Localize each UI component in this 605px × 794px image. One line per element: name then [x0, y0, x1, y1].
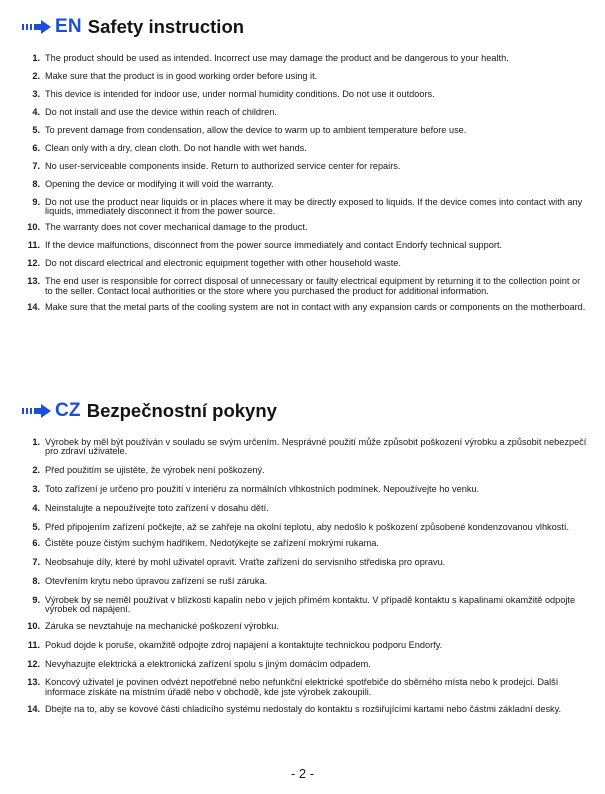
- item-text: To prevent damage from condensation, allow the device to warm up to ambient temperature before use.: [45, 125, 467, 135]
- item-number: 5.: [32, 125, 40, 135]
- list-item: [22, 198, 587, 217]
- section-heading-en: [22, 14, 587, 40]
- list-item: [22, 577, 587, 586]
- list-item: [22, 660, 587, 669]
- item-number: 5.: [32, 521, 40, 532]
- list-item: [22, 438, 587, 457]
- item-number: 13.: [27, 677, 40, 688]
- list-item: [22, 144, 587, 153]
- list-item: [22, 259, 587, 268]
- item-text: Make sure that the product is in good working order before using it.: [45, 71, 318, 81]
- item-number: 14.: [27, 301, 40, 312]
- item-text: Nevyhazujte elektrická a elektronická zařízení spolu s jiným domácím odpadem.: [45, 658, 371, 669]
- item-text: Výrobek by se neměl používat v blízkosti kapalin nebo v jejich přímém kontaktu. V případě kontaktu s kapalinami okamžitě odpojte výrobek od napájení.: [45, 594, 576, 615]
- item-number: 2.: [32, 71, 40, 81]
- item-text: No user-serviceable components inside. Return to authorized service center for repairs.: [45, 161, 401, 171]
- arrow-right-icon: [22, 20, 52, 34]
- list-item: [22, 180, 587, 189]
- list-item: [22, 241, 587, 250]
- list-item: [22, 72, 587, 81]
- item-text: Otevřením krytu nebo úpravou zařízení se ruší záruka.: [45, 575, 268, 586]
- item-number: 7.: [32, 161, 40, 171]
- list-item: [22, 678, 587, 697]
- item-text: If the device malfunctions, disconnect from the power source immediately and contact Endorfy technical support.: [45, 240, 503, 251]
- item-number: 9.: [32, 594, 40, 605]
- list-item: [22, 126, 587, 135]
- list-item: [22, 504, 587, 513]
- item-text: Do not use the product near liquids or in places where it may be directly exposed to liquids. If the device comes into contact with any liquids, immediately disconnect it from the power source.: [45, 197, 583, 217]
- list-item: [22, 596, 587, 615]
- item-text: Neinstalujte a nepoužívejte toto zařízení v dosahu dětí.: [45, 502, 269, 513]
- item-text: Výrobek by měl být používán v souladu se svým určením. Nesprávné použití může způsobit poškození výrobku a způsobit nebezpečí pro zdraví uživatele.: [45, 437, 587, 457]
- language-code-cz: CZ: [55, 400, 81, 421]
- item-number: 12.: [27, 258, 40, 269]
- section-cz: [22, 398, 587, 721]
- item-text: Clean only with a dry, clean cloth. Do not handle with wet hands.: [45, 143, 307, 153]
- item-number: 2.: [32, 465, 40, 476]
- item-number: 11.: [27, 639, 40, 650]
- item-text: Záruka se nevztahuje na mechanické poškození výrobku.: [45, 620, 279, 631]
- item-number: 10.: [27, 222, 40, 233]
- item-number: 13.: [27, 276, 40, 287]
- list-item: [22, 466, 587, 475]
- list-item: [22, 54, 587, 63]
- instruction-list-cz: [22, 438, 587, 714]
- item-text: Do not install and use the device within reach of children.: [45, 107, 277, 117]
- item-number: 6.: [32, 538, 40, 549]
- item-text: The end user is responsible for correct disposal of unnecessary or faulty electrical equipment by returning it to the collection point or to the seller. Contact local authorities or the store where you purchased the product for additional information.: [45, 276, 581, 296]
- section-heading-cz: [22, 398, 587, 424]
- item-text: This device is intended for indoor use, under normal humidity conditions. Do not use it outdoors.: [45, 89, 435, 99]
- section-en: [22, 14, 587, 319]
- item-number: 8.: [32, 179, 40, 189]
- item-number: 7.: [32, 557, 40, 568]
- item-text: Opening the device or modifying it will void the warranty.: [45, 179, 274, 189]
- item-number: 4.: [32, 107, 40, 117]
- language-code-en: EN: [55, 16, 82, 37]
- item-text: The product should be used as intended. Incorrect use may damage the product and be dangerous to your health.: [45, 53, 509, 63]
- item-text: Do not discard electrical and electronic equipment together with other household waste.: [45, 258, 401, 269]
- item-number: 1.: [32, 437, 40, 447]
- item-number: 3.: [32, 89, 40, 99]
- item-number: 14.: [27, 703, 40, 714]
- item-text: Před použitím se ujistěte, že výrobek není poškozený.: [45, 465, 265, 476]
- item-text: The warranty does not cover mechanical damage to the product.: [45, 222, 308, 233]
- item-text: Pokud dojde k poruše, okamžitě odpojte zdroj napájení a kontaktujte technickou podporu Endorfy.: [45, 639, 443, 650]
- item-number: 8.: [32, 575, 40, 586]
- list-item: [22, 523, 587, 532]
- item-text: Čistěte pouze čistým suchým hadříkem. Nedotýkejte se zařízení mokrými rukama.: [45, 538, 379, 549]
- item-number: 9.: [32, 197, 40, 207]
- item-text: Dbejte na to, aby se kovové části chladicího systému nedostaly do kontaktu s rozšiřujícími kartami nebo částmi základní desky.: [45, 703, 562, 714]
- list-item: [22, 485, 587, 494]
- list-item: [22, 641, 587, 650]
- list-item: [22, 622, 587, 631]
- instruction-list-en: [22, 54, 587, 312]
- item-text: Před připojením zařízení počkejte, až se zahřeje na okolní teplotu, aby nedošlo k poškození způsobené kondenzovanou vlhkostí.: [45, 521, 570, 532]
- item-number: 3.: [32, 484, 40, 494]
- page-number: - 2 -: [290, 766, 315, 781]
- list-item: [22, 90, 587, 99]
- item-number: 6.: [32, 143, 40, 153]
- list-item: [22, 558, 587, 567]
- item-number: 4.: [32, 502, 40, 513]
- item-text: Neobsahuje díly, které by mohl uživatel opravit. Vraťte zařízení do servisního střediska pro opravu.: [45, 557, 446, 568]
- item-number: 12.: [27, 658, 40, 669]
- section-title-en: Safety instruction: [87, 16, 245, 37]
- list-item: [22, 539, 587, 548]
- list-item: [22, 223, 587, 232]
- list-item: [22, 277, 587, 296]
- list-item: [22, 162, 587, 171]
- item-number: 1.: [32, 53, 40, 63]
- item-text: Koncový uživatel je povinen odvézt nepotřebné nebo nefunkční elektrické spotřebiče do sběrného místa nebo k prodejci. Další informace získáte na místním úřadě nebo v obchodě, kde jste výrobek zakoupili.: [45, 677, 559, 697]
- item-number: 10.: [27, 620, 40, 631]
- item-text: Toto zařízení je určeno pro použití v interiéru za normálních vlhkostních podmínek. Nepoužívejte ho venku.: [45, 484, 480, 494]
- item-number: 11.: [27, 240, 40, 251]
- list-item: [22, 705, 587, 714]
- list-item: [22, 303, 587, 312]
- item-text: Make sure that the metal parts of the cooling system are not in contact with any expansion cards or components on the motherboard.: [45, 301, 586, 312]
- list-item: [22, 108, 587, 117]
- arrow-right-icon: [22, 404, 52, 418]
- section-title-cz: Bezpečnostní pokyny: [86, 400, 277, 421]
